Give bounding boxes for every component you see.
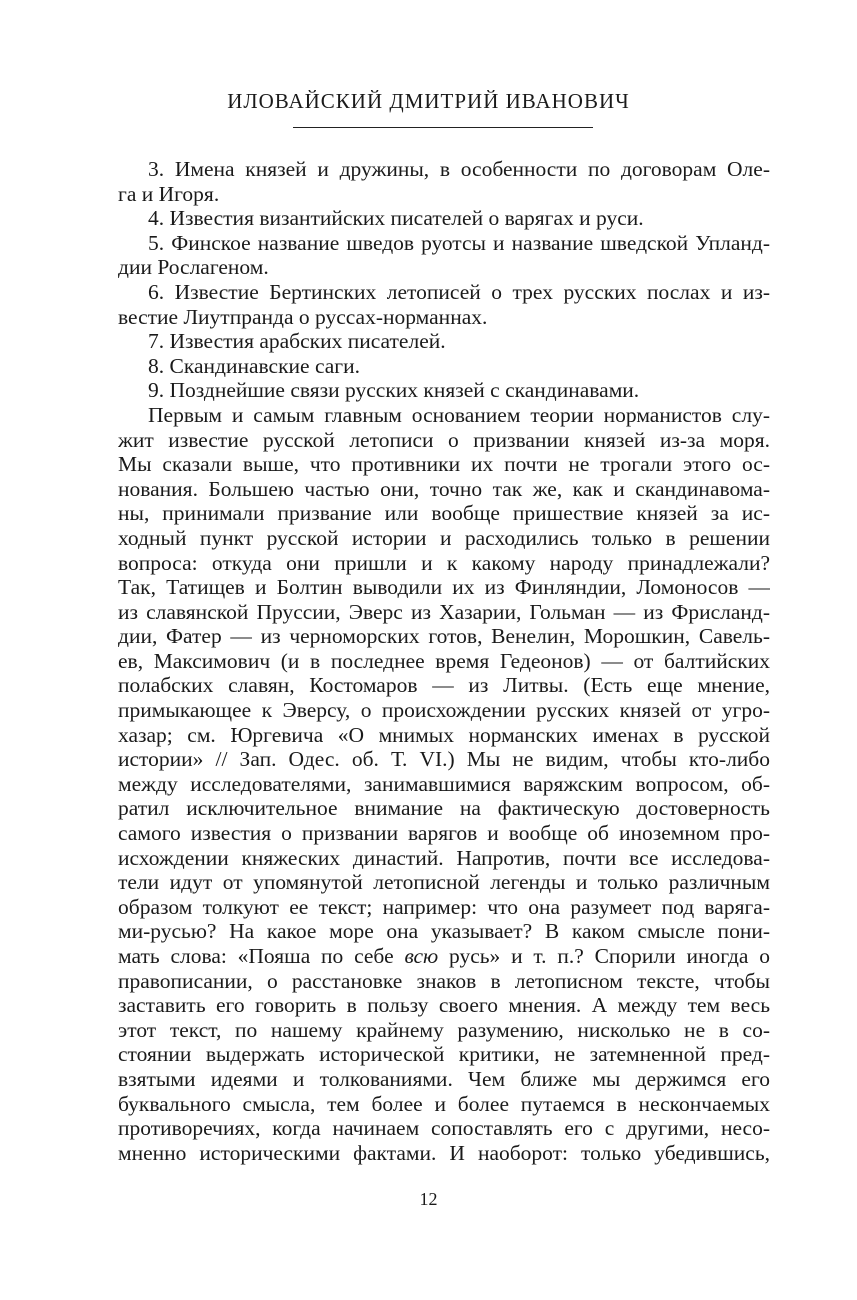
text-line: полабских славян, Костомаров — из Литвы. (Есть еще мнение, bbox=[118, 673, 770, 698]
running-head: ИЛОВАЙСКИЙ ДМИТРИЙ ИВАНОВИЧ bbox=[227, 89, 630, 113]
emphasis: всю bbox=[404, 944, 439, 968]
text-line: противоречиях, когда начинаем сопоставлять его с другими, несо- bbox=[118, 1116, 770, 1141]
text-line: стоянии выдержать исторической критики, не затемненной пред- bbox=[118, 1042, 770, 1067]
text-line: вестие Лиутпранда о руссах-норманнах. bbox=[118, 304, 488, 329]
text-line: жит известие русской летописи о призвании князей из-за моря. bbox=[118, 427, 770, 452]
text-line: ходный пункт русской истории и расходились только в решении bbox=[118, 525, 770, 550]
text-line: исхождении княжеских династий. Напротив, почти все исследова- bbox=[118, 845, 770, 870]
text-line: 4. Известия византийских писателей о варягах и руси. bbox=[148, 206, 644, 231]
text-line: га и Игоря. bbox=[118, 181, 220, 206]
header-rule bbox=[293, 127, 593, 128]
text-line: самого известия о призвании варягов и вообще об иноземном про- bbox=[118, 821, 770, 846]
text-line: заставить его говорить в пользу своего мнения. А между тем весь bbox=[118, 993, 770, 1018]
text-line: ны, принимали призвание или вообще пришествие князей за ис- bbox=[118, 501, 770, 526]
text-line: дии, Фатер — из черноморских готов, Венелин, Морошкин, Савель- bbox=[118, 624, 770, 649]
text-line: Так, Татищев и Болтин выводили их из Финляндии, Ломоносов — bbox=[118, 575, 770, 600]
text-line: из славянской Пруссии, Эверс из Хазарии, Гольман — из Фрисланд- bbox=[118, 599, 770, 624]
text-line: Первым и самым главным основанием теории норманистов слу- bbox=[148, 402, 770, 427]
text-line: Мы сказали выше, что противники их почти не трогали этого ос- bbox=[118, 452, 770, 477]
text-line: 7. Известия арабских писателей. bbox=[148, 329, 446, 354]
text-line: 5. Финское название шведов руотсы и название шведской Упланд- bbox=[148, 230, 770, 255]
text-line: нования. Большею частью они, точно так же, как и скандинавома- bbox=[118, 476, 770, 501]
text-line: этот текст, по нашему крайнему разумению, нисколько не в со- bbox=[118, 1017, 770, 1042]
text-line: мать слова: «Пояша по себе всю русь» и т. п.? Спорили иногда о bbox=[118, 944, 770, 968]
text-line: 6. Известие Бертинских летописей о трех русских послах и из- bbox=[148, 279, 770, 304]
body-text bbox=[118, 157, 770, 1165]
text-line: буквального смысла, тем более и более путаемся в нескончаемых bbox=[118, 1091, 770, 1116]
text-line: 3. Имена князей и дружины, в особенности по договорам Оле- bbox=[148, 157, 770, 181]
page-number: 12 bbox=[419, 1189, 438, 1209]
text-line: ратил исключительное внимание на фактическую достоверность bbox=[118, 796, 770, 821]
text-line: образом толкуют ее текст; например: что она разумеет под варяга- bbox=[118, 894, 770, 919]
text-line: истории» // Зап. Одес. об. Т. VI.) Мы не видим, чтобы кто-либо bbox=[118, 747, 770, 772]
text-line: вопроса: откуда они пришли и к какому народу принадлежали? bbox=[118, 550, 770, 575]
text-line: ми-русью? На какое море она указывает? В каком смысле пони- bbox=[118, 919, 770, 944]
text-line: 9. Позднейшие связи русских князей с скандинавами. bbox=[148, 378, 640, 403]
text-line: 8. Скандинавские саги. bbox=[148, 353, 360, 378]
text-line: тели идут от упомянутой летописной легенды и только различным bbox=[118, 870, 770, 895]
text-line: между исследователями, занимавшимися варяжским вопросом, об- bbox=[118, 771, 770, 796]
text-line: правописании, о расстановке знаков в летописном тексте, чтобы bbox=[118, 968, 770, 993]
text-line: дии Рослагеном. bbox=[118, 255, 269, 280]
text-line: мненно историческими фактами. И наоборот: только убедившись, bbox=[118, 1140, 770, 1165]
text-line: ев, Максимович (и в последнее время Гедеонов) — от балтийских bbox=[118, 648, 770, 673]
text-line: хазар; см. Юргевича «О мнимых норманских именах в русской bbox=[118, 722, 770, 747]
text-line: взятыми идеями и толкованиями. Чем ближе мы держимся его bbox=[118, 1066, 770, 1091]
text-line: примыкающее к Эверсу, о происхождении русских князей от угро- bbox=[118, 698, 770, 723]
